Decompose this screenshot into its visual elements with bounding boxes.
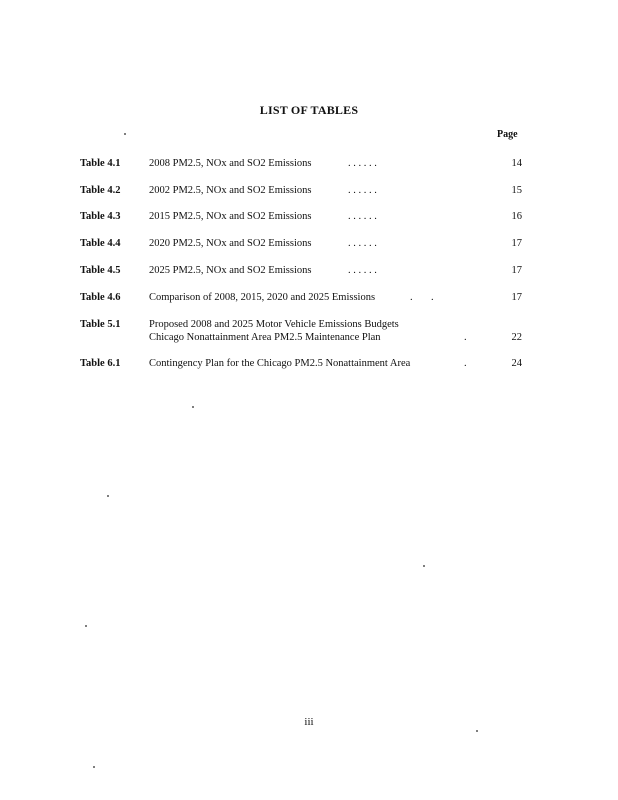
page-number: iii bbox=[304, 716, 314, 728]
table-page-number: 15 bbox=[511, 185, 522, 196]
table-page-number: 17 bbox=[511, 265, 522, 276]
table-label: Table 4.4 bbox=[80, 238, 121, 249]
dot-leader: . bbox=[464, 358, 467, 369]
table-title: 2008 PM2.5, NOx and SO2 Emissions bbox=[149, 158, 312, 169]
table-title: 2025 PM2.5, NOx and SO2 Emissions bbox=[149, 265, 312, 276]
table-title: Contingency Plan for the Chicago PM2.5 Nonattainment Area bbox=[149, 358, 411, 369]
table-title: 2002 PM2.5, NOx and SO2 Emissions bbox=[149, 185, 312, 196]
table-page-number: 24 bbox=[511, 358, 522, 369]
toc-entry bbox=[80, 318, 522, 346]
table-page-number: 17 bbox=[511, 292, 522, 303]
dot-leader: . bbox=[464, 332, 467, 343]
dot-leader: . . . . . . bbox=[348, 265, 377, 276]
dot-leader: . . . . . . bbox=[348, 185, 377, 196]
scan-speck bbox=[423, 565, 425, 567]
table-page-number: 16 bbox=[511, 211, 522, 222]
scan-speck bbox=[476, 730, 478, 732]
table-label: Table 4.6 bbox=[80, 292, 121, 303]
scan-speck bbox=[192, 406, 194, 408]
dot-leader: . . . . . . bbox=[348, 158, 377, 169]
table-title-line1: Proposed 2008 and 2025 Motor Vehicle Emissions Budgets bbox=[149, 319, 399, 330]
table-page-number: 22 bbox=[511, 332, 522, 343]
page-column-header: Page bbox=[497, 129, 518, 140]
dot-leader: . . . . . . bbox=[348, 211, 377, 222]
table-label: Table 4.1 bbox=[80, 158, 121, 169]
scan-speck bbox=[93, 766, 95, 768]
table-label: Table 4.3 bbox=[80, 211, 121, 222]
table-label: Table 6.1 bbox=[80, 358, 121, 369]
table-page-number: 14 bbox=[511, 158, 522, 169]
list-of-tables-heading: LIST OF TABLES bbox=[259, 103, 359, 117]
table-page-number: 17 bbox=[511, 238, 522, 249]
scan-speck bbox=[124, 133, 126, 135]
scan-speck bbox=[85, 625, 87, 627]
table-title: Comparison of 2008, 2015, 2020 and 2025 Emissions bbox=[149, 292, 376, 303]
table-label: Table 5.1 bbox=[80, 319, 121, 330]
table-title: 2020 PM2.5, NOx and SO2 Emissions bbox=[149, 238, 312, 249]
table-label: Table 4.5 bbox=[80, 265, 121, 276]
table-label: Table 4.2 bbox=[80, 185, 121, 196]
dot-leader: . . bbox=[410, 292, 434, 303]
table-title-line2: Chicago Nonattainment Area PM2.5 Maintenance Plan bbox=[149, 332, 381, 343]
dot-leader: . . . . . . bbox=[348, 238, 377, 249]
table-title: 2015 PM2.5, NOx and SO2 Emissions bbox=[149, 211, 312, 222]
scan-speck bbox=[107, 495, 109, 497]
